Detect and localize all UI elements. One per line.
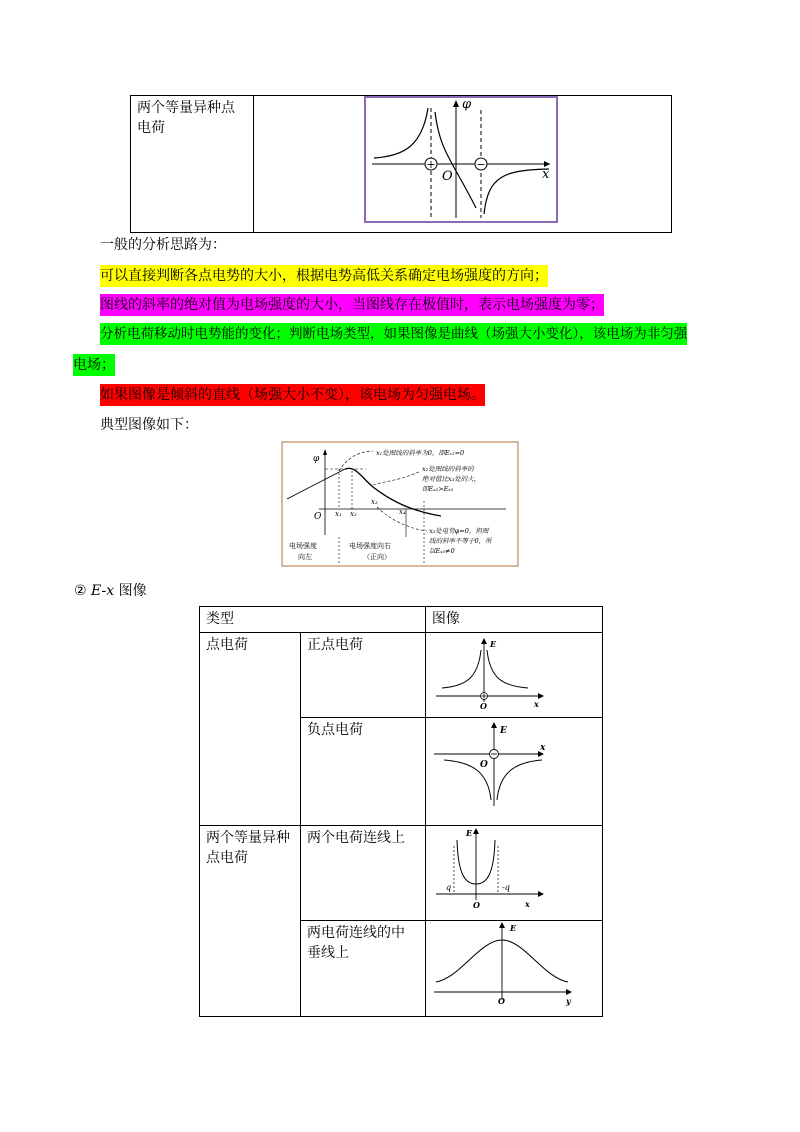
typical-note-1: x₁处图线的斜率为0，即Eₓ₁=0 bbox=[376, 449, 465, 457]
o-label-2: O bbox=[480, 760, 488, 770]
e-label-2: E bbox=[500, 726, 507, 736]
ex-graph-on-line bbox=[430, 826, 548, 912]
pair-label: 两个等量异种点电荷 bbox=[206, 830, 290, 866]
typical-bottom-2a: 电场强度向右 bbox=[349, 542, 391, 550]
e-label-1: E bbox=[490, 639, 497, 649]
section-title-var: E-x bbox=[91, 583, 115, 599]
typical-note-3c: 以Eₓ₃≠0 bbox=[429, 547, 455, 555]
typical-phi-x-graph bbox=[281, 441, 519, 567]
typical-x3-label: x₃ bbox=[371, 498, 378, 506]
header-type: 类型 bbox=[200, 607, 426, 633]
typical-note-2c: 即Eₓ₂>Eₓ₃ bbox=[422, 485, 454, 493]
phi-axis-label: φ bbox=[462, 97, 472, 112]
analysis-line-1: 可以直接判断各点电势的大小，根据电势高低关系确定电场强度的方向； bbox=[100, 265, 548, 287]
typical-bottom-1b: 向左 bbox=[298, 553, 312, 561]
typical-bottom-1a: 电场强度 bbox=[289, 542, 317, 550]
section-title bbox=[74, 581, 147, 601]
y-label-4: y bbox=[566, 996, 571, 1006]
typical-note-2a: x₂处图线的斜率的 bbox=[422, 465, 474, 473]
typical-note-2b: 绝对值比x₃处的大， bbox=[422, 475, 481, 483]
phi-x-graph-opposite-charges bbox=[364, 96, 558, 223]
typical-note-3a: x₃处电势φ=0，但图 bbox=[429, 527, 489, 535]
ex-graph-positive bbox=[430, 636, 548, 712]
cell-negative: 负点电荷 bbox=[301, 718, 426, 826]
typical-x4-label: x₄ bbox=[399, 508, 406, 516]
o-label-1: O bbox=[480, 701, 487, 711]
minus-charge-label: − bbox=[476, 158, 486, 171]
o-label-4: O bbox=[498, 996, 505, 1006]
analysis-line-3b: 电场； bbox=[73, 354, 115, 376]
analysis-line-3a: 分析电荷移动时电势能的变化；判断电场类型，如果图像是曲线（场强大小变化），该电场为非匀强 bbox=[100, 323, 687, 345]
x-axis-label: x bbox=[542, 167, 550, 182]
origin-label: O bbox=[442, 169, 453, 184]
plus-charge-label: + bbox=[426, 158, 436, 171]
x-label-3: x bbox=[525, 899, 530, 909]
header-image: 图像 bbox=[425, 607, 602, 633]
section-title-number: ② bbox=[74, 583, 92, 599]
analysis-intro: 一般的分析思路为： bbox=[100, 237, 226, 253]
cell-on-line: 两个电荷连线上 bbox=[301, 826, 426, 921]
cell-point-charge: 点电荷 bbox=[200, 633, 301, 826]
typical-origin-label: O bbox=[314, 512, 322, 522]
e-label-4: E bbox=[510, 923, 517, 933]
q-label: q bbox=[446, 883, 452, 892]
typical-phi-label: φ bbox=[313, 454, 320, 464]
cell-pair bbox=[200, 826, 301, 1017]
perp-label: 两电荷连线的中垂线上 bbox=[307, 925, 405, 961]
typical-intro: 典型图像如下： bbox=[100, 417, 198, 433]
analysis-line-2: 图线的斜率的绝对值为电场强度的大小，当图线存在极值时，表示电场强度为零； bbox=[100, 294, 604, 316]
cell-positive: 正点电荷 bbox=[301, 633, 426, 718]
row-label-cell bbox=[131, 96, 254, 233]
ex-graph-perp bbox=[430, 920, 578, 1006]
x-label-2: x bbox=[540, 743, 546, 753]
typical-x1-label: x₁ bbox=[335, 510, 342, 518]
section-title-text: 图像 bbox=[114, 583, 147, 599]
cell-perp bbox=[301, 921, 426, 1017]
o-label-3: O bbox=[473, 900, 480, 910]
x-label-1: x bbox=[534, 699, 539, 709]
e-label-3: E bbox=[466, 828, 473, 838]
typical-bottom-2b: （正向） bbox=[363, 553, 391, 561]
ex-graph-negative bbox=[430, 720, 550, 810]
row-label: 两个等量异种点电荷 bbox=[137, 100, 235, 136]
analysis-line-4: 如果图像是倾斜的直线（场强大小不变），该电场为匀强电场。 bbox=[100, 384, 485, 406]
typical-x2-label: x₂ bbox=[350, 510, 357, 518]
minus-q-label: -q bbox=[502, 883, 510, 892]
typical-note-3b: 线的斜率不等于0，所 bbox=[429, 537, 492, 545]
